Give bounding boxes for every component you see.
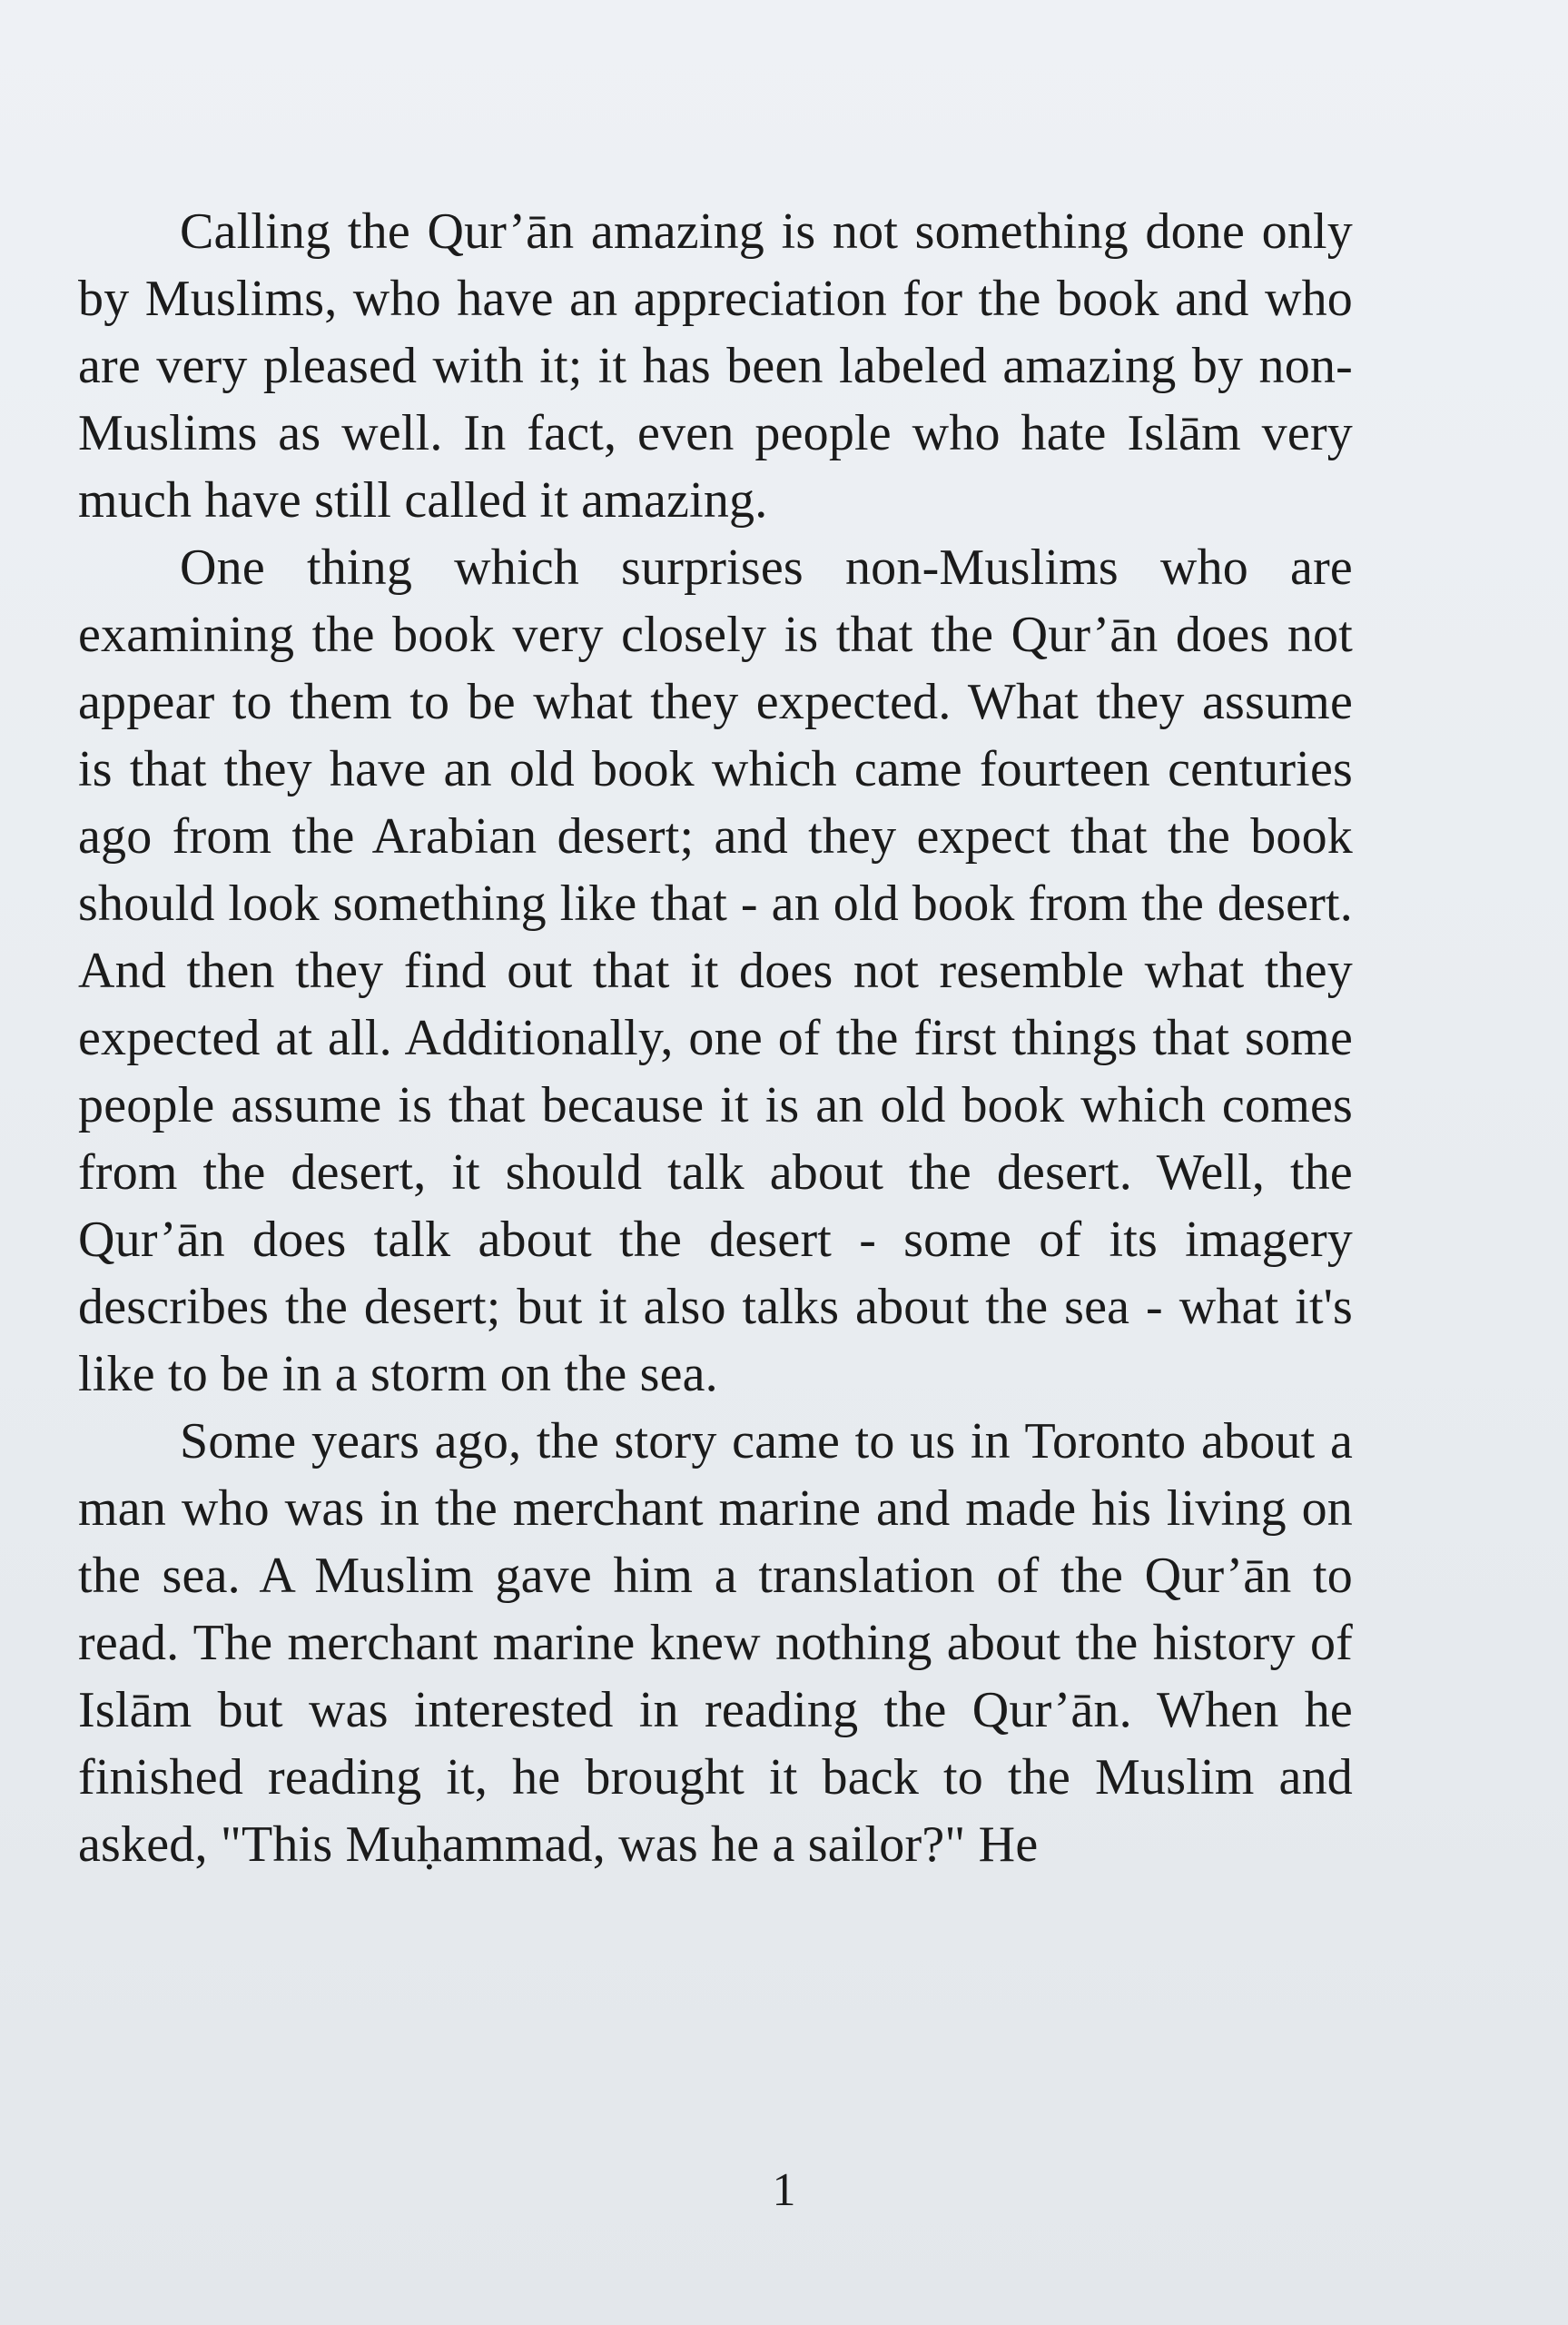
paragraph-1: Calling the Qur’ān amazing is not something done only by Muslims, who have an appreciation for the book and who are very pleased with it; it has been labeled amazing by non-Muslims as well. In fact, even people who hate Islām very much have still called it amazing. xyxy=(78,203,1353,529)
body-text xyxy=(78,198,1353,1878)
paragraph-2: One thing which surprises non-Muslims who are examining the book very closely is that the Qur’ān does not appear to them to be what they expected. What they assume is that they have an old book which came fourteen centuries ago from the Arabian desert; and they expect that the book should look something like that - an old book from the desert. And then they find out that it does not resemble what they expected at all. Additionally, one of the first things that some people assume is that because it is an old book which comes from the desert, it should talk about the desert. Well, the Qur’ān does talk about the desert - some of its imagery describes the desert; but it also talks about the sea - what it's like to be in a storm on the sea. xyxy=(78,539,1353,1402)
paragraph-3: Some years ago, the story came to us in Toronto about a man who was in the merchant marine and made his living on the sea. A Muslim gave him a translation of the Qur’ān to read. The merchant marine knew nothing about the history of Islām but was interested in reading the Qur’ān. When he finished reading it, he brought it back to the Muslim and asked, "This Muḥammad, was he a sailor?" He xyxy=(78,1413,1353,1873)
page-number: 1 xyxy=(772,2164,796,2216)
